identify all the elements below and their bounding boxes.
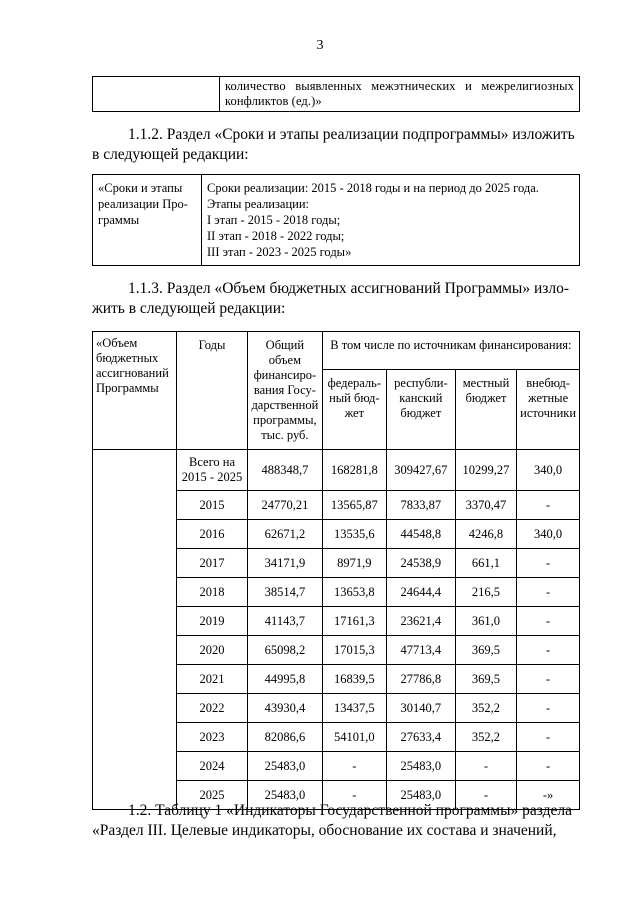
cell-year: 2021 <box>176 665 247 694</box>
cell-year: Всего на 2015 - 2025 <box>176 450 247 491</box>
cell-local: 216,5 <box>455 578 516 607</box>
cell-republic: 7833,87 <box>386 491 455 520</box>
table-row <box>93 549 580 578</box>
cell-year: 2018 <box>176 578 247 607</box>
label-spacer-cell <box>93 578 177 607</box>
budget-label: «Объем бюджетных ассигнований Программы <box>93 332 177 450</box>
page-number: 3 <box>316 38 324 53</box>
cell-total: 62671,2 <box>248 520 323 549</box>
cell-local: 3370,47 <box>455 491 516 520</box>
cell-republic: 24644,4 <box>386 578 455 607</box>
cell-federal: 168281,8 <box>322 450 386 491</box>
header-federal: федераль-ный бюд-жет <box>322 370 386 450</box>
label-spacer-cell <box>93 607 177 636</box>
cell-republic: 27633,4 <box>386 723 455 752</box>
label-spacer-cell <box>93 520 177 549</box>
cell-year: 2017 <box>176 549 247 578</box>
cell-local: 369,5 <box>455 636 516 665</box>
cell-local: 369,5 <box>455 665 516 694</box>
continuation-text: количество выявленных межэтнических и межрелигиозных конфликтов (ед.)» <box>220 77 580 112</box>
terms-line: III этап - 2023 - 2025 годы» <box>207 245 352 259</box>
cell-total: 82086,6 <box>248 723 323 752</box>
cell-total: 41143,7 <box>248 607 323 636</box>
cell-local: - <box>455 781 516 810</box>
table-row <box>93 636 580 665</box>
cell-year: 2015 <box>176 491 247 520</box>
cell-local: 661,1 <box>455 549 516 578</box>
cell-local: - <box>455 752 516 781</box>
cell-year: 2024 <box>176 752 247 781</box>
header-local: местный бюджет <box>455 370 516 450</box>
cell-federal: 16839,5 <box>322 665 386 694</box>
header-sources-group: В том числе по источникам финансирования: <box>322 332 579 370</box>
table-row <box>93 694 580 723</box>
cell-extra: 340,0 <box>517 520 580 549</box>
table-row <box>93 607 580 636</box>
cell-federal: 13437,5 <box>322 694 386 723</box>
terms-line: Этапы реализации: <box>207 197 310 211</box>
table-row <box>93 665 580 694</box>
cell-federal: 13653,8 <box>322 578 386 607</box>
cell-federal: 13565,87 <box>322 491 386 520</box>
continuation-left-cell <box>93 77 220 112</box>
cell-total: 488348,7 <box>248 450 323 491</box>
cell-local: 352,2 <box>455 694 516 723</box>
cell-extra: - <box>517 723 580 752</box>
cell-extra: - <box>517 607 580 636</box>
terms-label: «Сроки и этапы реализации Про-граммы <box>93 175 202 266</box>
section-1-1-3-paragraph: 1.1.3. Раздел «Объем бюджетных ассигнований Программы» изло-жить в следующей редакции: <box>92 280 570 317</box>
cell-republic: 309427,67 <box>386 450 455 491</box>
table-row <box>93 491 580 520</box>
label-spacer-cell <box>93 491 177 520</box>
cell-republic: 23621,4 <box>386 607 455 636</box>
table-row <box>93 450 580 491</box>
cell-total: 65098,2 <box>248 636 323 665</box>
terms-line: Сроки реализации: 2015 - 2018 годы и на период до 2025 года. <box>207 181 539 195</box>
cell-year: 2025 <box>176 781 247 810</box>
cell-year: 2023 <box>176 723 247 752</box>
cell-extra: - <box>517 752 580 781</box>
terms-line: II этап - 2018 - 2022 годы; <box>207 229 345 243</box>
cell-extra: - <box>517 549 580 578</box>
header-years: Годы <box>176 332 247 450</box>
label-spacer-cell <box>93 549 177 578</box>
terms-line: I этап - 2015 - 2018 годы; <box>207 213 341 227</box>
cell-republic: 24538,9 <box>386 549 455 578</box>
cell-local: 10299,27 <box>455 450 516 491</box>
label-spacer-cell <box>93 450 177 491</box>
cell-extra: -» <box>517 781 580 810</box>
cell-extra: - <box>517 636 580 665</box>
cell-extra: - <box>517 491 580 520</box>
header-republic: республи-канский бюджет <box>386 370 455 450</box>
label-spacer-cell <box>93 694 177 723</box>
cell-federal: 13535,6 <box>322 520 386 549</box>
cell-year: 2019 <box>176 607 247 636</box>
cell-federal: - <box>322 781 386 810</box>
cell-total: 44995,8 <box>248 665 323 694</box>
table-row <box>93 520 580 549</box>
section-1-1-2-paragraph: 1.1.2. Раздел «Сроки и этапы реализации подпрограммы» изложить в следующей редакции: <box>92 126 575 163</box>
cell-federal: 17161,3 <box>322 607 386 636</box>
cell-republic: 47713,4 <box>386 636 455 665</box>
cell-local: 361,0 <box>455 607 516 636</box>
cell-extra: - <box>517 694 580 723</box>
cell-federal: 54101,0 <box>322 723 386 752</box>
table-row <box>93 578 580 607</box>
label-spacer-cell <box>93 636 177 665</box>
cell-federal: - <box>322 752 386 781</box>
terms-table <box>92 174 580 266</box>
cell-extra: 340,0 <box>517 450 580 491</box>
cell-total: 43930,4 <box>248 694 323 723</box>
cell-republic: 25483,0 <box>386 781 455 810</box>
cell-local: 4246,8 <box>455 520 516 549</box>
cell-republic: 25483,0 <box>386 752 455 781</box>
cell-extra: - <box>517 665 580 694</box>
cell-total: 25483,0 <box>248 781 323 810</box>
budget-table <box>92 331 580 810</box>
cell-extra: - <box>517 578 580 607</box>
cell-year: 2016 <box>176 520 247 549</box>
cell-total: 34171,9 <box>248 549 323 578</box>
label-spacer-cell <box>93 665 177 694</box>
terms-content <box>202 175 580 266</box>
table-row <box>93 752 580 781</box>
cell-republic: 27786,8 <box>386 665 455 694</box>
cell-total: 38514,7 <box>248 578 323 607</box>
cell-year: 2022 <box>176 694 247 723</box>
section-1-2-paragraph: 1.2. Таблицу 1 «Индикаторы Государственной программы» раздела «Раздел III. Целевые индикаторы, обоснование их состава и значений, <box>92 802 572 839</box>
cell-republic: 44548,8 <box>386 520 455 549</box>
cell-local: 352,2 <box>455 723 516 752</box>
cell-republic: 30140,7 <box>386 694 455 723</box>
header-total: Общий объем финансиро-вания Госу-дарственной программы, тыс. руб. <box>248 332 323 450</box>
label-spacer-cell <box>93 723 177 752</box>
cell-year: 2020 <box>176 636 247 665</box>
cell-federal: 8971,9 <box>322 549 386 578</box>
cell-federal: 17015,3 <box>322 636 386 665</box>
label-spacer-cell <box>93 752 177 781</box>
table-row <box>93 723 580 752</box>
cell-total: 25483,0 <box>248 752 323 781</box>
header-extra: внебюд-жетные источники <box>517 370 580 450</box>
continuation-table <box>92 76 580 112</box>
cell-total: 24770,21 <box>248 491 323 520</box>
